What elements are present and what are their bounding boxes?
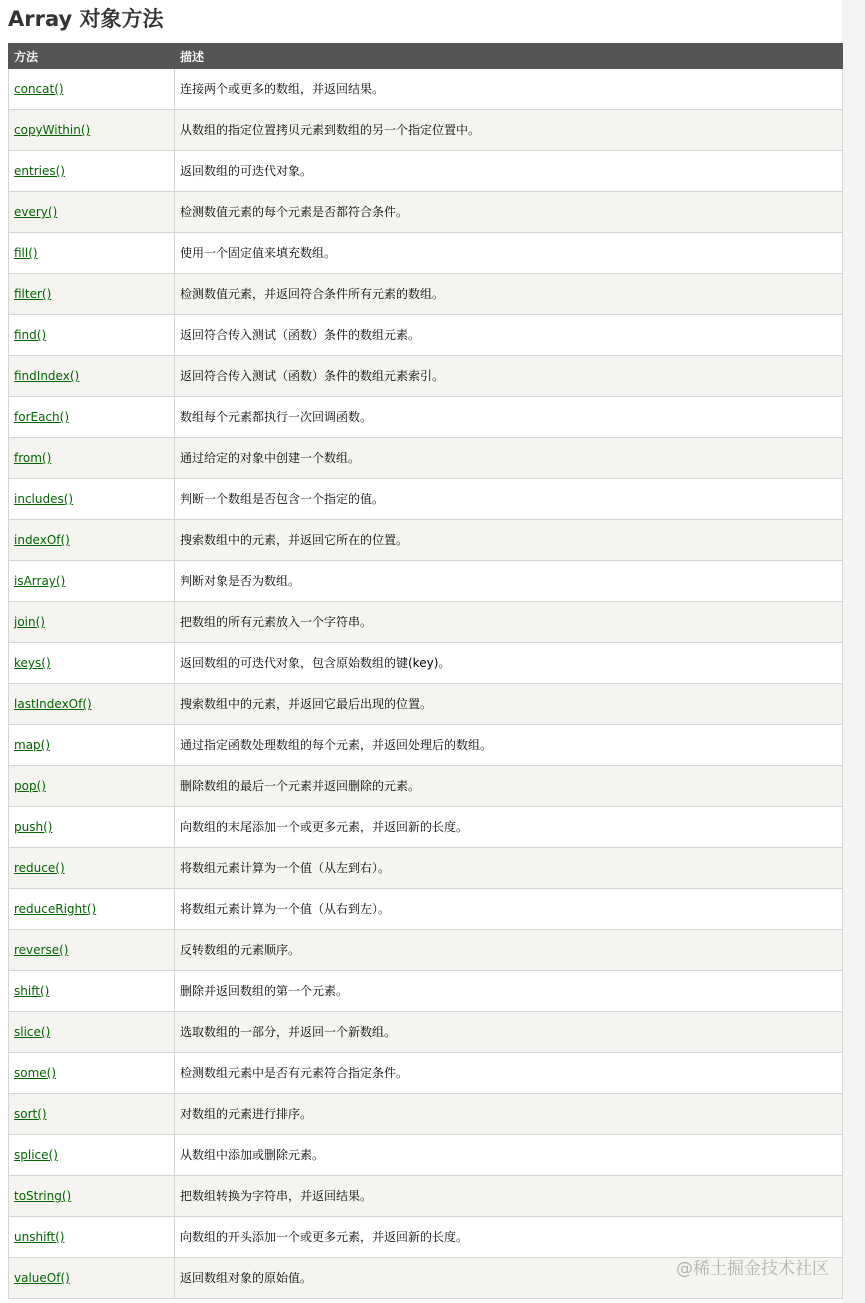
table-row [9,315,843,356]
description-cell: 把数组转换为字符串，并返回结果。 [175,1176,843,1217]
method-link[interactable]: pop() [14,779,46,793]
table-row [9,725,843,766]
table-row [9,684,843,725]
description-cell: 将数组元素计算为一个值（从右到左）。 [175,889,843,930]
method-link[interactable]: valueOf() [14,1271,70,1285]
method-link[interactable]: some() [14,1066,57,1080]
method-link[interactable]: keys() [14,656,51,670]
method-link[interactable]: entries() [14,164,65,178]
method-link[interactable]: reverse() [14,943,69,957]
method-cell [9,479,175,520]
method-cell [9,602,175,643]
description-cell: 从数组中添加或删除元素。 [175,1135,843,1176]
page-title: Array 对象方法 [8,7,164,31]
table-row [9,848,843,889]
method-cell [9,1217,175,1258]
description-cell: 删除并返回数组的第一个元素。 [175,971,843,1012]
description-cell: 检测数组元素中是否有元素符合指定条件。 [175,1053,843,1094]
description-cell: 数组每个元素都执行一次回调函数。 [175,397,843,438]
table-row [9,1094,843,1135]
table-row [9,930,843,971]
method-cell [9,192,175,233]
description-cell: 连接两个或更多的数组，并返回结果。 [175,69,843,110]
description-cell: 删除数组的最后一个元素并返回删除的元素。 [175,766,843,807]
method-cell [9,110,175,151]
description-cell: 向数组的末尾添加一个或更多元素，并返回新的长度。 [175,807,843,848]
method-link[interactable]: lastIndexOf() [14,697,92,711]
method-cell [9,356,175,397]
table-row [9,889,843,930]
method-link[interactable]: copyWithin() [14,123,91,137]
method-cell [9,520,175,561]
description-cell: 判断对象是否为数组。 [175,561,843,602]
table-row [9,397,843,438]
table-row [9,807,843,848]
method-link[interactable]: isArray() [14,574,66,588]
method-cell [9,643,175,684]
method-cell [9,1176,175,1217]
method-link[interactable]: reduceRight() [14,902,97,916]
description-cell: 选取数组的一部分，并返回一个新数组。 [175,1012,843,1053]
method-cell [9,315,175,356]
table-row [9,479,843,520]
table-row [9,1176,843,1217]
method-link[interactable]: findIndex() [14,369,80,383]
table-row [9,110,843,151]
method-cell [9,151,175,192]
description-cell: 返回符合传入测试（函数）条件的数组元素。 [175,315,843,356]
method-cell [9,889,175,930]
description-cell: 搜索数组中的元素，并返回它最后出现的位置。 [175,684,843,725]
method-link[interactable]: forEach() [14,410,70,424]
description-cell: 对数组的元素进行排序。 [175,1094,843,1135]
description-cell: 使用一个固定值来填充数组。 [175,233,843,274]
method-link[interactable]: every() [14,205,58,219]
table-row [9,356,843,397]
table-row [9,643,843,684]
description-cell: 从数组的指定位置拷贝元素到数组的另一个指定位置中。 [175,110,843,151]
method-link[interactable]: splice() [14,1148,58,1162]
table-row [9,766,843,807]
table-row [9,561,843,602]
method-cell [9,971,175,1012]
method-cell [9,397,175,438]
method-cell [9,1094,175,1135]
method-cell [9,766,175,807]
description-cell: 返回数组对象的原始值。 [175,1258,843,1299]
table-row [9,1217,843,1258]
method-link[interactable]: concat() [14,82,64,96]
method-link[interactable]: reduce() [14,861,65,875]
method-cell [9,725,175,766]
table-header-row [9,44,843,69]
table-row [9,520,843,561]
method-link[interactable]: fill() [14,246,38,260]
method-link[interactable]: filter() [14,287,52,301]
description-cell: 将数组元素计算为一个值（从左到右）。 [175,848,843,889]
method-cell [9,1012,175,1053]
table-body [9,69,843,1299]
description-cell: 检测数值元素的每个元素是否都符合条件。 [175,192,843,233]
table-row [9,1012,843,1053]
method-link[interactable]: from() [14,451,52,465]
method-cell [9,438,175,479]
description-cell: 通过指定函数处理数组的每个元素，并返回处理后的数组。 [175,725,843,766]
method-link[interactable]: push() [14,820,53,834]
method-cell [9,807,175,848]
header-method: 方法 [9,44,175,69]
method-cell [9,233,175,274]
method-cell [9,69,175,110]
description-cell: 返回数组的可迭代对象，包含原始数组的键(key)。 [175,643,843,684]
method-link[interactable]: includes() [14,492,74,506]
table-row [9,69,843,110]
method-cell [9,1258,175,1299]
method-link[interactable]: sort() [14,1107,47,1121]
method-link[interactable]: shift() [14,984,50,998]
side-strip [842,0,865,1303]
description-cell: 通过给定的对象中创建一个数组。 [175,438,843,479]
method-cell [9,1053,175,1094]
table-row [9,1135,843,1176]
table-row [9,602,843,643]
method-cell [9,930,175,971]
method-link[interactable]: find() [14,328,47,342]
description-cell: 反转数组的元素顺序。 [175,930,843,971]
method-link[interactable]: toString() [14,1189,72,1203]
array-methods-table [8,43,843,1299]
method-link[interactable]: map() [14,738,51,752]
header-description: 描述 [175,44,843,69]
description-cell: 返回符合传入测试（函数）条件的数组元素索引。 [175,356,843,397]
table-row [9,274,843,315]
table-row [9,438,843,479]
description-cell: 检测数值元素，并返回符合条件所有元素的数组。 [175,274,843,315]
method-cell [9,561,175,602]
description-cell: 向数组的开头添加一个或更多元素，并返回新的长度。 [175,1217,843,1258]
method-cell [9,1135,175,1176]
method-cell [9,848,175,889]
method-link[interactable]: join() [14,615,45,629]
table-row [9,192,843,233]
watermark: @稀土掘金技术社区 [676,1259,829,1279]
table-row [9,971,843,1012]
method-link[interactable]: slice() [14,1025,51,1039]
method-cell [9,684,175,725]
description-cell: 返回数组的可迭代对象。 [175,151,843,192]
table-row [9,151,843,192]
description-cell: 把数组的所有元素放入一个字符串。 [175,602,843,643]
method-cell [9,274,175,315]
table-row [9,233,843,274]
description-cell: 判断一个数组是否包含一个指定的值。 [175,479,843,520]
method-link[interactable]: indexOf() [14,533,70,547]
table-row [9,1053,843,1094]
method-link[interactable]: unshift() [14,1230,65,1244]
description-cell: 搜索数组中的元素，并返回它所在的位置。 [175,520,843,561]
